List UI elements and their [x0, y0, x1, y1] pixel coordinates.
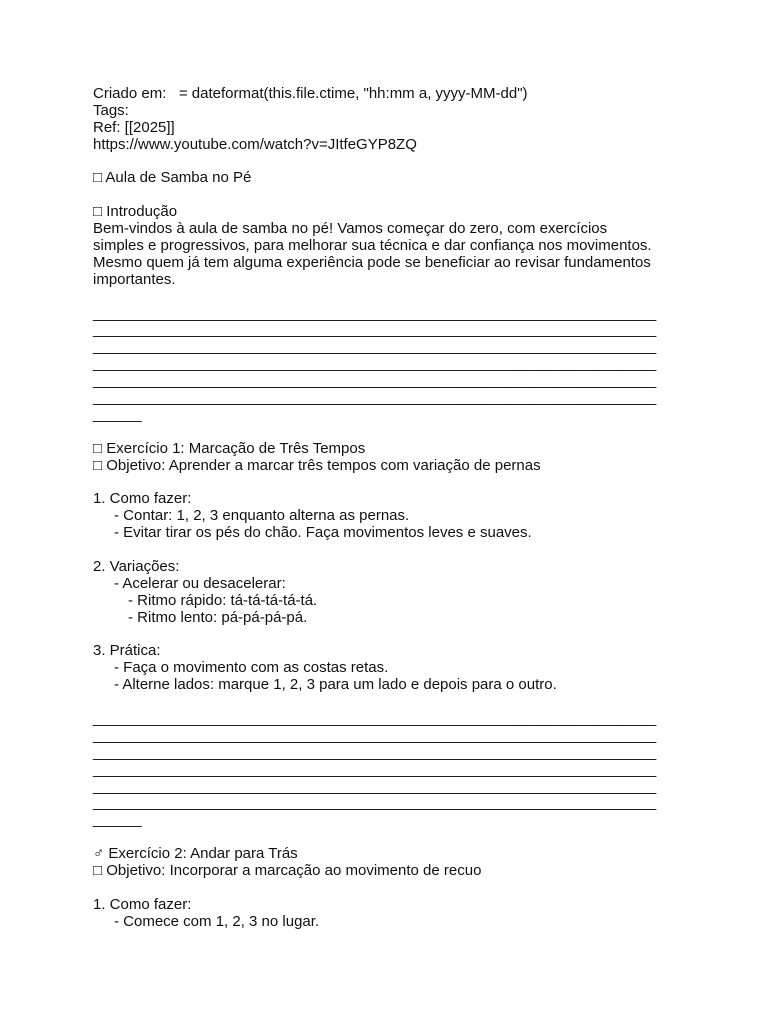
spacer: [93, 694, 693, 711]
separator-line: ______________________________________________________________________: [93, 389, 656, 407]
separator-line: ______________________________________________________________________: [93, 709, 656, 727]
document-page: [93, 86, 693, 931]
intro-line: Bem-vindos à aula de samba no pé! Vamos começar do zero, com exercícios: [93, 220, 608, 238]
intro-line: Mesmo quem já tem alguma experiência pode se beneficiar ao revisar fundamentos: [93, 253, 651, 271]
exercise1-step-item: - Acelerar ou desacelerar:: [114, 574, 286, 592]
exercise1-step-title: 1. Como fazer:: [93, 490, 192, 508]
exercise1-step-title: 2. Variações:: [93, 557, 180, 575]
separator-line: ______________________________________________________________________: [93, 760, 656, 778]
created-line: Criado em: = dateformat(this.file.ctime, "hh:mm a, yyyy-MM-dd"): [93, 85, 528, 102]
separator-block: [93, 306, 693, 424]
separator-line: ______________________________________________________________________: [93, 743, 656, 761]
spacer: [93, 880, 693, 897]
exercise1-step-item: - Faça o movimento com as costas retas.: [114, 659, 389, 677]
exercise2-step-item: - Comece com 1, 2, 3 no lugar.: [114, 912, 320, 930]
separator-line: ______________________________________________________________________: [93, 372, 656, 390]
exercise1-step-item: - Contar: 1, 2, 3 enquanto alterna as pernas.: [114, 507, 410, 525]
spacer: [93, 187, 693, 204]
separator-line: ______________________________________________________________________: [93, 355, 656, 373]
separator-line: ______________________________________________________________________: [93, 338, 656, 356]
separator-block: [93, 711, 693, 829]
intro-heading: □ Introdução: [93, 203, 178, 221]
spacer: [93, 474, 693, 491]
exercise1-step-title: 3. Prática:: [93, 642, 161, 660]
intro-line: importantes.: [93, 270, 176, 288]
exercise1-step-item: - Evitar tirar os pés do chão. Faça movimentos leves e suaves.: [114, 524, 532, 542]
video-url: https://www.youtube.com/watch?v=JItfeGYP8ZQ: [93, 135, 417, 153]
intro-line: simples e progressivos, para melhorar sua técnica e dar confiança nos movimentos.: [93, 237, 652, 255]
exercise2-title: ♂ Exercício 2: Andar para Trás: [93, 845, 298, 863]
spacer: [93, 289, 693, 306]
separator-line: ______: [93, 811, 142, 829]
exercise1-subitem: - Ritmo lento: pá-pá-pá-pá.: [128, 608, 308, 626]
exercise2-objective: □ Objetivo: Incorporar a marcação ao movimento de recuo: [93, 861, 482, 879]
spacer: [93, 627, 693, 644]
ref-line: Ref: [[2025]]: [93, 118, 175, 136]
separator-line: ______________________________________________________________________: [93, 304, 656, 322]
separator-line: ______________________________________________________________________: [93, 794, 656, 812]
tags-line: Tags:: [93, 101, 129, 119]
document-title: □ Aula de Samba no Pé: [93, 169, 252, 187]
exercise1-subitem: - Ritmo rápido: tá-tá-tá-tá-tá.: [128, 591, 318, 609]
separator-line: ______________________________________________________________________: [93, 726, 656, 744]
spacer: [93, 542, 693, 559]
spacer: [93, 424, 693, 441]
separator-line: ______________________________________________________________________: [93, 321, 656, 339]
exercise2-step-title: 1. Como fazer:: [93, 895, 192, 913]
exercise1-step-item: - Alterne lados: marque 1, 2, 3 para um lado e depois para o outro.: [114, 676, 557, 694]
exercise1-objective: □ Objetivo: Aprender a marcar três tempos com variação de pernas: [93, 456, 541, 474]
exercise1-title: □ Exercício 1: Marcação de Três Tempos: [93, 439, 366, 457]
spacer: [93, 829, 693, 846]
spacer: [93, 154, 693, 171]
separator-line: ______________________________________________________________________: [93, 777, 656, 795]
separator-line: ______: [93, 405, 142, 423]
